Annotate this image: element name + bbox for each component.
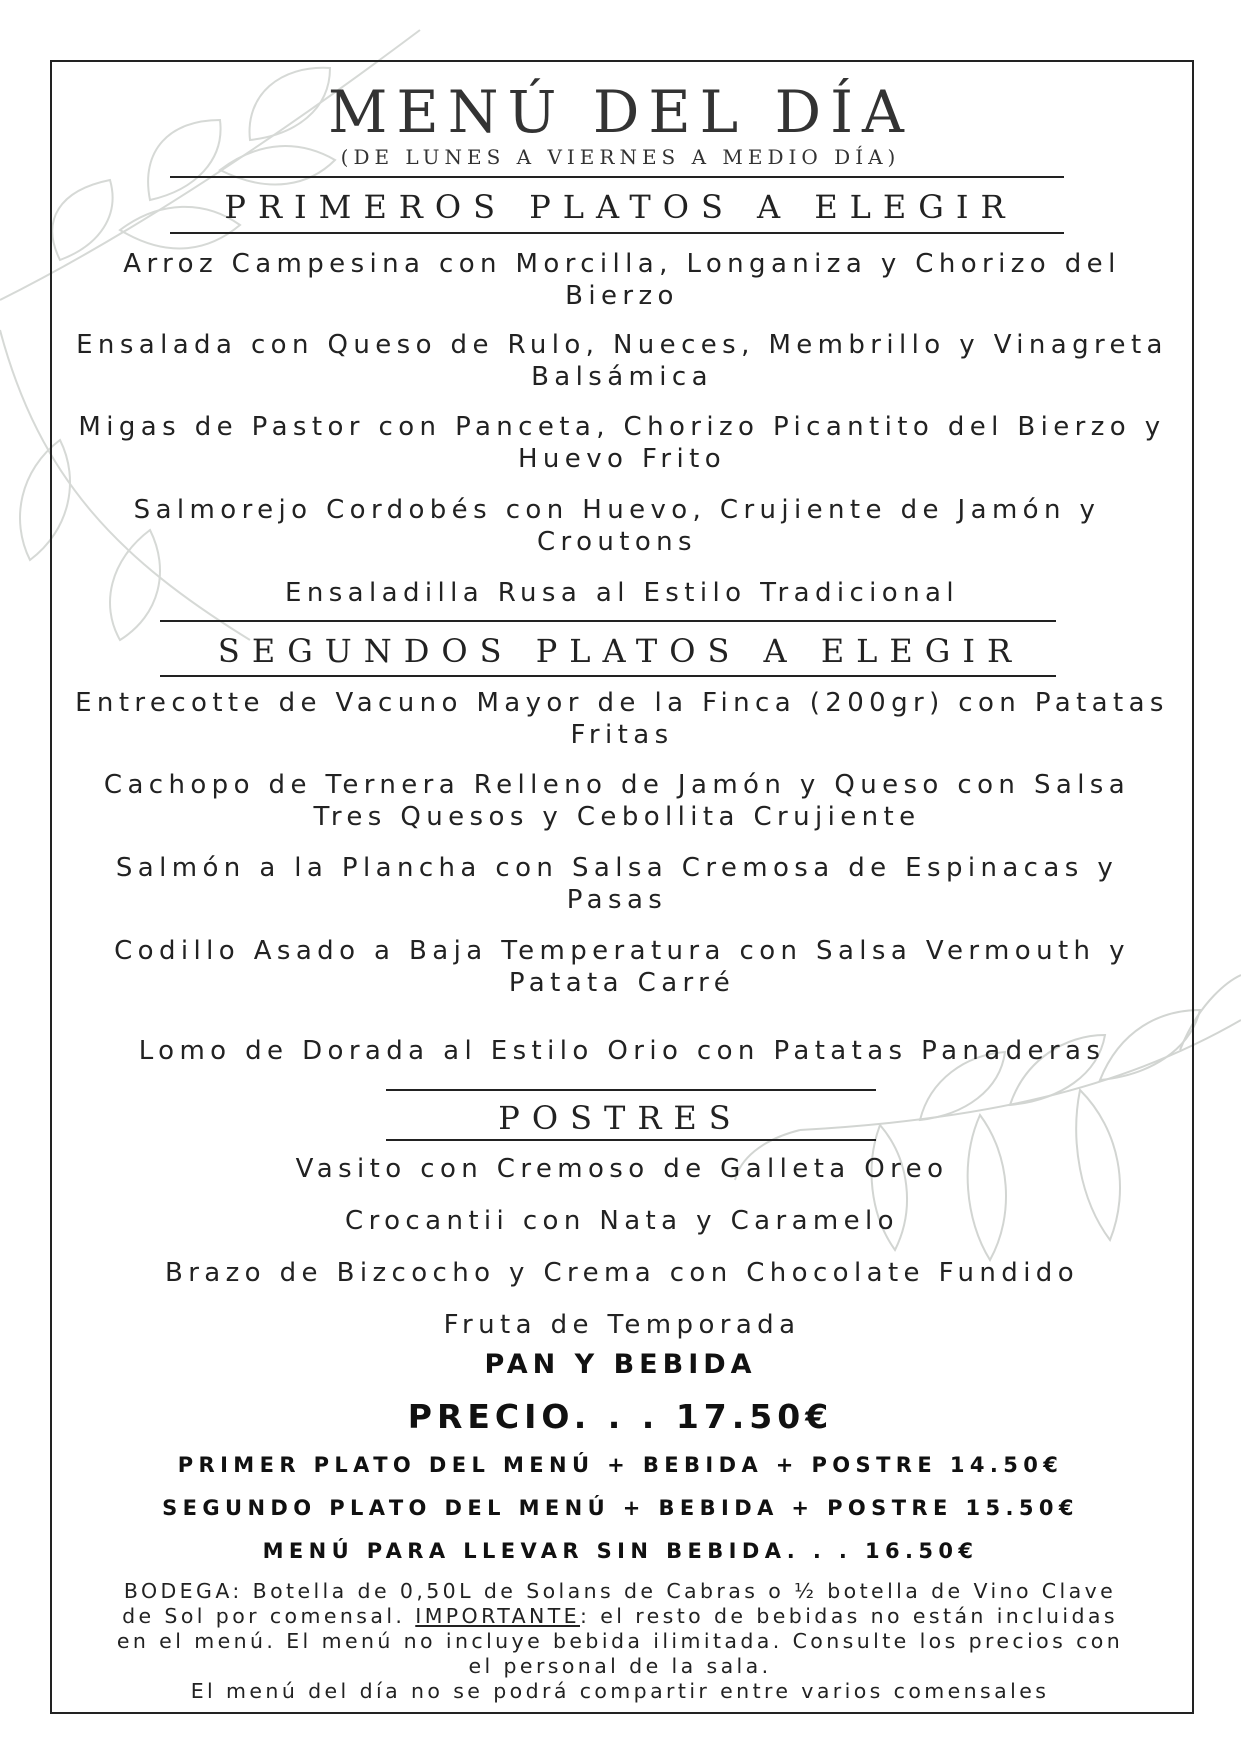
- importante-label: IMPORTANTE: [415, 1604, 580, 1628]
- bodega-note: [110, 1579, 1130, 1679]
- menu-item: Salmón a la Plancha con Salsa Cremosa de Espinacas y Pasas: [115, 853, 1119, 915]
- bodega-rest: : el resto de bebidas no están incluidas en el menú. El menú no incluye bebida ilimitada. Consulte los precios con el personal de la sala.: [116, 1604, 1124, 1678]
- section-heading-postres: POSTRES: [498, 1099, 743, 1137]
- price-option: MENÚ PARA LLEVAR SIN BEBIDA. . . 16.50€: [262, 1539, 979, 1563]
- menu-item: Salmorejo Cordobés con Huevo, Crujiente de Jamón y Croutons: [133, 495, 1101, 557]
- menu-item: Ensaladilla Rusa al Estilo Tradicional: [285, 578, 959, 608]
- divider: [170, 232, 1064, 234]
- menu-item: Lomo de Dorada al Estilo Orio con Patatas Panaderas: [138, 1036, 1106, 1066]
- menu-item: Migas de Pastor con Panceta, Chorizo Picantito del Bierzo y Huevo Frito: [78, 412, 1166, 474]
- price-option: PRIMER PLATO DEL MENÚ + BEBIDA + POSTRE 14.50€: [177, 1453, 1064, 1477]
- section-heading-primeros: PRIMEROS PLATOS A ELEGIR: [224, 188, 1017, 226]
- menu-item: Cachopo de Ternera Relleno de Jamón y Queso con Salsa Tres Quesos y Cebollita Crujiente: [103, 770, 1131, 832]
- menu-item: Arroz Campesina con Morcilla, Longaniza y Chorizo del Bierzo: [123, 249, 1121, 311]
- included-label: PAN Y BEBIDA: [484, 1349, 757, 1380]
- divider: [160, 675, 1056, 677]
- divider: [386, 1139, 876, 1141]
- menu-item: Crocantii con Nata y Caramelo: [345, 1206, 899, 1236]
- price-label: PRECIO. . . 17.50€: [407, 1397, 834, 1436]
- menu-item: Fruta de Temporada: [443, 1310, 801, 1340]
- divider: [160, 620, 1056, 622]
- menu-item: Vasito con Cremoso de Galleta Oreo: [295, 1154, 949, 1184]
- menu-item: Entrecotte de Vacuno Mayor de la Finca (200gr) con Patatas Fritas: [75, 688, 1169, 750]
- sharing-note: El menú del día no se podrá compartir entre varios comensales: [190, 1679, 1050, 1703]
- bodega-text: BODEGA: Botella de 0,50L de Solans de Cabras o ½ botella de Vino Clave de Sol por comensal.: [122, 1579, 1117, 1628]
- menu-item: Codillo Asado a Baja Temperatura con Salsa Vermouth y Patata Carré: [114, 936, 1130, 998]
- divider: [170, 176, 1064, 178]
- page-subtitle: (DE LUNES A VIERNES A MEDIO DÍA): [340, 145, 901, 169]
- section-heading-segundos: SEGUNDOS PLATOS A ELEGIR: [217, 632, 1024, 670]
- price-option: SEGUNDO PLATO DEL MENÚ + BEBIDA + POSTRE 15.50€: [162, 1496, 1079, 1520]
- menu-item: Ensalada con Queso de Rulo, Nueces, Membrillo y Vinagreta Balsámica: [76, 330, 1168, 392]
- menu-item: Brazo de Bizcocho y Crema con Chocolate Fundido: [164, 1258, 1080, 1288]
- page-title: MENÚ DEL DÍA: [328, 78, 913, 146]
- divider: [386, 1089, 876, 1091]
